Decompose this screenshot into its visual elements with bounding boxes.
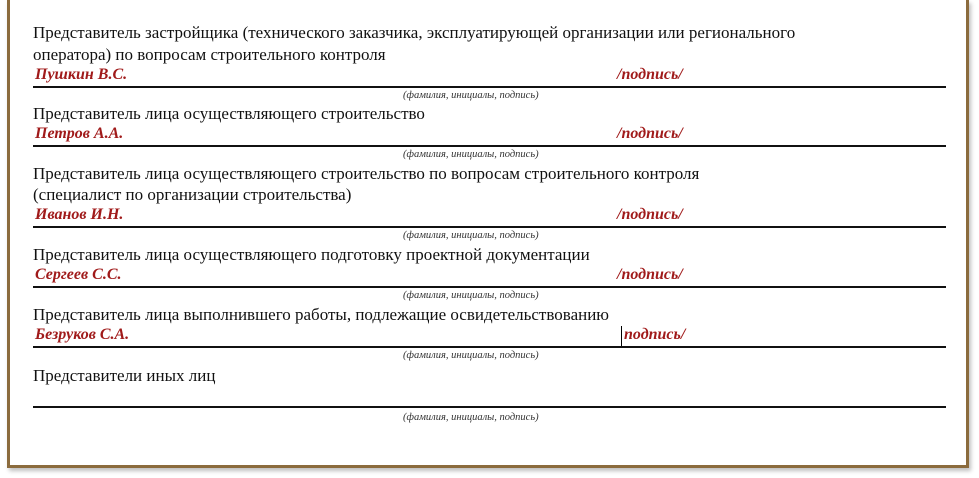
signer-name: Петров А.А. (35, 125, 124, 142)
role-line: Представитель застройщика (технического заказчика, эксплуатирующей организации или регионального (33, 23, 796, 42)
signature-line (33, 226, 946, 228)
text-cursor (621, 326, 622, 346)
signature-text: подпись/ (624, 326, 686, 343)
role-line: Представитель лица осуществляющего строительство по вопросам строительного контроля (33, 164, 700, 183)
field-hint: (фамилия, инициалы, подпись) (403, 412, 539, 423)
field-hint: (фамилия, инициалы, подпись) (403, 290, 539, 301)
signature-line (33, 406, 946, 408)
signature-line (33, 346, 946, 348)
signature-line (33, 86, 946, 88)
role-line: оператора) по вопросам строительного контроля (33, 45, 386, 64)
signer-name: Сергеев С.С. (35, 266, 122, 283)
role-line: Представитель лица осуществляющего подготовку проектной документации (33, 245, 590, 264)
role-line: Представитель лица осуществляющего строительство (33, 104, 425, 123)
signer-name: Иванов И.Н. (35, 206, 124, 223)
signature-line (33, 145, 946, 147)
signer-name: Пушкин В.С. (35, 66, 128, 83)
field-hint: (фамилия, инициалы, подпись) (403, 149, 539, 160)
signature-text: /подпись/ (617, 266, 683, 283)
signature-text: /подпись/ (617, 66, 683, 83)
field-hint: (фамилия, инициалы, подпись) (403, 350, 539, 361)
signer-name: Безруков С.А. (35, 326, 130, 343)
signature-text: /подпись/ (617, 125, 683, 142)
role-line: (специалист по организации строительства) (33, 185, 352, 204)
signature-text: /подпись/ (617, 206, 683, 223)
field-hint: (фамилия, инициалы, подпись) (403, 90, 539, 101)
role-line: Представители иных лиц (33, 366, 216, 385)
field-hint: (фамилия, инициалы, подпись) (403, 230, 539, 241)
signature-line (33, 286, 946, 288)
role-line: Представитель лица выполнившего работы, подлежащие освидетельствованию (33, 305, 610, 324)
